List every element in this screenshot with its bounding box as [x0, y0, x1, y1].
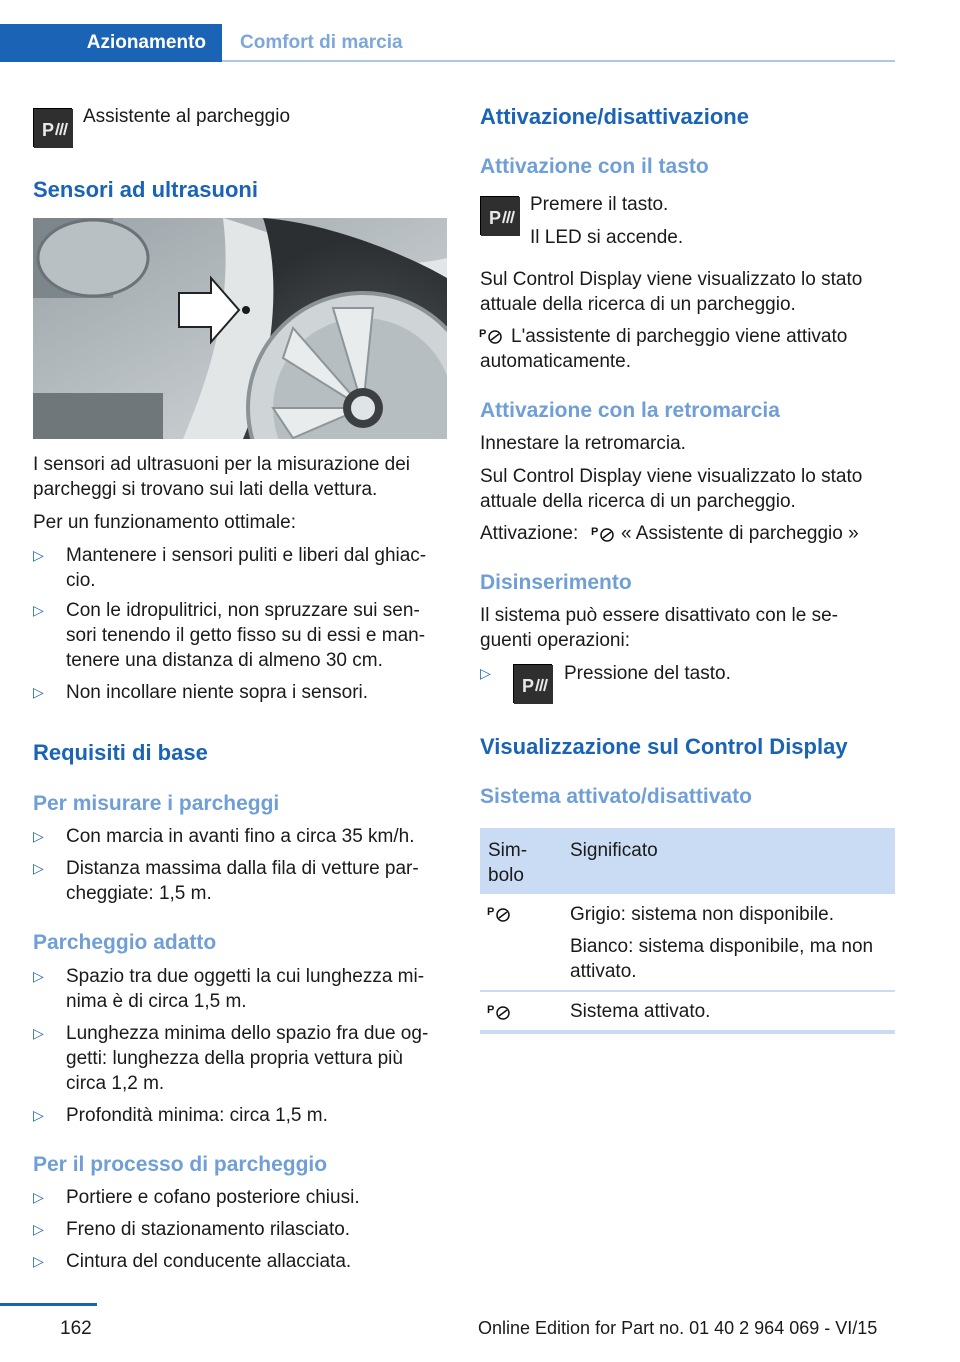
online-edition: Online Edition for Part no. 01 40 2 964 069 - VI/15: [478, 1318, 878, 1338]
park-assist-symbol-icon: [486, 904, 512, 922]
subtitle-button: Attivazione con il tasto: [480, 155, 709, 178]
activation-value: « Assistente di parcheggio »: [621, 523, 859, 544]
park-assist-button-icon: [513, 664, 552, 703]
subtitle-suitable: Parcheggio adatto: [33, 931, 217, 954]
engage-text: Innestare la retromarcia.: [480, 433, 686, 454]
bullet-arrow-icon: ▷: [33, 547, 44, 563]
svg-text:P: P: [489, 208, 502, 228]
bullet-arrow-icon: ▷: [33, 1189, 44, 1205]
bullet-arrow-icon: ▷: [33, 1107, 44, 1123]
page-number: 162: [60, 1318, 92, 1339]
park-assist-symbol-icon: [478, 326, 504, 344]
table-row-2: Sistema attivato.: [570, 1001, 711, 1022]
svg-text:P: P: [479, 328, 487, 340]
auto-text-2: automaticamente.: [480, 351, 632, 372]
optimal-text: Per un funzionamento ottimale:: [33, 512, 296, 533]
subtitle-measure: Per misurare i parcheggi: [33, 792, 280, 815]
section-title-display: Visualizzazione sul Control Display: [480, 734, 848, 759]
subtitle-off: Disinserimento: [480, 571, 632, 594]
bullet-arrow-icon: ▷: [33, 1025, 44, 1041]
park-assist-button-icon: [33, 108, 72, 147]
header-symbol: Sim- bolo: [488, 840, 528, 886]
tab-azionamento[interactable]: Azionamento: [0, 24, 222, 62]
svg-text:P: P: [42, 120, 55, 140]
header-divider: [222, 60, 895, 62]
bullet-arrow-icon: ▷: [33, 602, 44, 618]
auto-text-1: L'assistente di parcheggio viene attivato: [511, 326, 848, 347]
park-assist-button-icon: [480, 196, 519, 235]
subtitle-reverse: Attivazione con la retromarcia: [480, 399, 780, 422]
park-assist-symbol-icon: [590, 524, 616, 542]
bullet-arrow-icon: ▷: [33, 1253, 44, 1269]
svg-text:P: P: [522, 676, 535, 696]
bullet-arrow-icon: ▷: [33, 860, 44, 876]
svg-text:P: P: [591, 526, 599, 538]
activation-label: Attivazione:: [480, 523, 579, 544]
bullet-arrow-icon: ▷: [33, 828, 44, 844]
led-text: Il LED si accende.: [530, 227, 684, 248]
table-row-1-b: Bianco: sistema disponibile, ma non attivato.: [570, 936, 874, 982]
off-text-1: Il sistema può essere disattivato con le se-: [480, 605, 839, 626]
footer-line: [0, 1303, 97, 1306]
cd2-text-1: Sul Control Display viene visualizzato lo stato: [480, 466, 863, 487]
bullet-arrow-icon: ▷: [33, 1221, 44, 1237]
off-bullet-text: Pressione del tasto.: [564, 663, 731, 684]
table-divider: [480, 990, 895, 992]
section-title-requirements: Requisiti di base: [33, 740, 208, 765]
table-row-1-a: Grigio: sistema non disponibile.: [570, 904, 835, 925]
bullet-arrow-icon: ▷: [33, 968, 44, 984]
bullet-arrow-icon: ▷: [33, 684, 44, 700]
park-assist-symbol-icon: [486, 1002, 512, 1020]
page-header: [0, 0, 895, 62]
bullet-arrow-icon: ▷: [480, 665, 491, 681]
cd2-text-2: attuale della ricerca di un parcheggio.: [480, 491, 796, 512]
header-meaning: Significato: [570, 840, 658, 861]
tab-comfort-di-marcia[interactable]: Comfort di marcia: [240, 32, 403, 53]
cd-text-1: Sul Control Display viene visualizzato lo stato: [480, 269, 863, 290]
sensor-text-2: parcheggi si trovano sui lati della vettura.: [33, 479, 378, 500]
press-text: Premere il tasto.: [530, 194, 669, 215]
sensor-photo: [33, 218, 447, 439]
section-title-sensors: Sensori ad ultrasuoni: [33, 177, 258, 202]
sensor-text-1: I sensori ad ultrasuoni per la misurazione dei: [33, 454, 411, 475]
section-title-activation: Attivazione/disattivazione: [480, 104, 749, 129]
off-text-2: guenti operazioni:: [480, 630, 630, 651]
svg-text:P: P: [487, 1004, 495, 1016]
cd-text-2: attuale della ricerca di un parcheggio.: [480, 294, 796, 315]
intro-text: Assistente al parcheggio: [83, 106, 291, 127]
svg-text:P: P: [487, 906, 495, 918]
table-bottom-border: [480, 1030, 895, 1034]
subtitle-process: Per il processo di parcheggio: [33, 1153, 328, 1176]
subtitle-state: Sistema attivato/disattivato: [480, 785, 752, 808]
table-header: [480, 828, 895, 894]
